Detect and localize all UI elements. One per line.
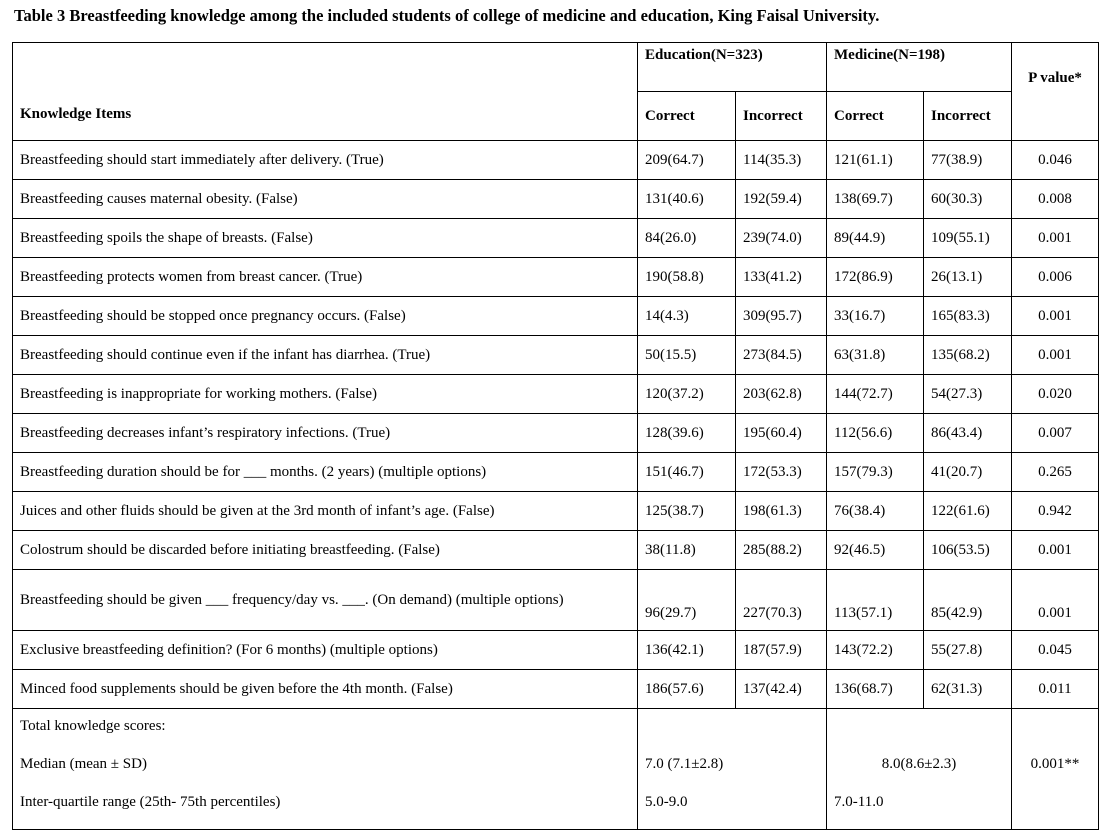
table-row <box>13 258 1099 297</box>
edu-incorrect-cell: 309(95.7) <box>736 297 827 336</box>
edu-correct-cell: 136(42.1) <box>638 631 736 670</box>
edu-incorrect-cell: 114(35.3) <box>736 141 827 180</box>
edu-incorrect-cell: 195(60.4) <box>736 414 827 453</box>
med-incorrect-cell: 26(13.1) <box>924 258 1012 297</box>
p-value-cell: 0.001 <box>1012 219 1099 258</box>
med-median-value: 8.0(8.6±2.3) <box>881 756 957 772</box>
edu-incorrect-cell: 227(70.3) <box>736 570 827 631</box>
med-incorrect-cell: 86(43.4) <box>924 414 1012 453</box>
table-caption: Table 3 Breastfeeding knowledge among the included students of college of medicine and education, King Faisal University. <box>14 6 880 25</box>
med-incorrect-cell: 135(68.2) <box>924 336 1012 375</box>
totals-medicine-cell <box>827 709 1012 830</box>
p-value-cell: 0.020 <box>1012 375 1099 414</box>
row-item-label: Breastfeeding should continue even if the infant has diarrhea. (True) <box>13 336 638 375</box>
edu-incorrect-cell: 137(42.4) <box>736 670 827 709</box>
table-row <box>13 570 1099 631</box>
edu-incorrect-cell: 285(88.2) <box>736 531 827 570</box>
header-education: Education(N=323) <box>638 43 827 92</box>
header-edu-incorrect: Incorrect <box>736 92 827 141</box>
edu-correct-cell: 125(38.7) <box>638 492 736 531</box>
edu-correct-cell: 186(57.6) <box>638 670 736 709</box>
row-item-label: Juices and other fluids should be given at the 3rd month of infant’s age. (False) <box>13 492 638 531</box>
header-med-correct: Correct <box>827 92 924 141</box>
med-incorrect-cell: 41(20.7) <box>924 453 1012 492</box>
totals-p-value: 0.001** <box>1030 756 1080 772</box>
table-row <box>13 375 1099 414</box>
med-correct-cell: 157(79.3) <box>827 453 924 492</box>
p-value-cell: 0.045 <box>1012 631 1099 670</box>
med-correct-cell: 172(86.9) <box>827 258 924 297</box>
med-correct-cell: 89(44.9) <box>827 219 924 258</box>
edu-correct-cell: 209(64.7) <box>638 141 736 180</box>
row-item-label: Colostrum should be discarded before initiating breastfeeding. (False) <box>13 531 638 570</box>
med-incorrect-cell: 165(83.3) <box>924 297 1012 336</box>
med-incorrect-cell: 77(38.9) <box>924 141 1012 180</box>
p-value-cell: 0.008 <box>1012 180 1099 219</box>
table-row <box>13 336 1099 375</box>
knowledge-table <box>12 42 1099 830</box>
row-item-label: Exclusive breastfeeding definition? (For 6 months) (multiple options) <box>13 631 638 670</box>
totals-row <box>13 709 1099 830</box>
edu-incorrect-cell: 187(57.9) <box>736 631 827 670</box>
row-item-label: Breastfeeding causes maternal obesity. (False) <box>13 180 638 219</box>
edu-incorrect-cell: 133(41.2) <box>736 258 827 297</box>
edu-incorrect-cell: 198(61.3) <box>736 492 827 531</box>
row-item-label: Breastfeeding decreases infant’s respiratory infections. (True) <box>13 414 638 453</box>
p-value-cell: 0.942 <box>1012 492 1099 531</box>
p-value-cell: 0.001 <box>1012 531 1099 570</box>
row-item-label: Breastfeeding should start immediately after delivery. (True) <box>13 141 638 180</box>
header-row-groups <box>13 43 1099 92</box>
totals-p-cell <box>1012 709 1099 830</box>
edu-incorrect-cell: 172(53.3) <box>736 453 827 492</box>
table-row <box>13 670 1099 709</box>
med-correct-cell: 92(46.5) <box>827 531 924 570</box>
table-row <box>13 141 1099 180</box>
med-correct-cell: 76(38.4) <box>827 492 924 531</box>
table-row <box>13 492 1099 531</box>
med-incorrect-cell: 55(27.8) <box>924 631 1012 670</box>
table-row <box>13 180 1099 219</box>
med-correct-cell: 143(72.2) <box>827 631 924 670</box>
med-correct-cell: 63(31.8) <box>827 336 924 375</box>
edu-incorrect-cell: 273(84.5) <box>736 336 827 375</box>
totals-label-cell <box>13 709 638 830</box>
edu-iqr-value: 5.0-9.0 <box>645 794 688 810</box>
med-incorrect-cell: 62(31.3) <box>924 670 1012 709</box>
edu-correct-cell: 120(37.2) <box>638 375 736 414</box>
table-row <box>13 297 1099 336</box>
med-correct-cell: 112(56.6) <box>827 414 924 453</box>
edu-correct-cell: 84(26.0) <box>638 219 736 258</box>
row-item-label: Breastfeeding duration should be for ___ months. (2 years) (multiple options) <box>13 453 638 492</box>
p-value-cell: 0.007 <box>1012 414 1099 453</box>
row-item-label: Breastfeeding should be given ___ frequency/day vs. ___. (On demand) (multiple options) <box>13 570 638 631</box>
edu-incorrect-cell: 203(62.8) <box>736 375 827 414</box>
header-medicine: Medicine(N=198) <box>827 43 1012 92</box>
table-row <box>13 414 1099 453</box>
header-edu-correct: Correct <box>638 92 736 141</box>
edu-incorrect-cell: 239(74.0) <box>736 219 827 258</box>
med-correct-cell: 121(61.1) <box>827 141 924 180</box>
med-incorrect-cell: 122(61.6) <box>924 492 1012 531</box>
p-value-cell: 0.001 <box>1012 297 1099 336</box>
p-value-cell: 0.001 <box>1012 336 1099 375</box>
edu-correct-cell: 151(46.7) <box>638 453 736 492</box>
table-row <box>13 219 1099 258</box>
med-correct-cell: 136(68.7) <box>827 670 924 709</box>
header-knowledge-items: Knowledge Items <box>13 43 638 141</box>
edu-median-value: 7.0 (7.1±2.8) <box>645 756 724 772</box>
table-row <box>13 531 1099 570</box>
table-row <box>13 453 1099 492</box>
med-correct-cell: 144(72.7) <box>827 375 924 414</box>
totals-median-label: Median (mean ± SD) <box>20 756 147 772</box>
edu-correct-cell: 131(40.6) <box>638 180 736 219</box>
med-correct-cell: 113(57.1) <box>827 570 924 631</box>
edu-correct-cell: 50(15.5) <box>638 336 736 375</box>
med-incorrect-cell: 106(53.5) <box>924 531 1012 570</box>
totals-education-cell <box>638 709 827 830</box>
edu-correct-cell: 128(39.6) <box>638 414 736 453</box>
edu-correct-cell: 96(29.7) <box>638 570 736 631</box>
edu-correct-cell: 190(58.8) <box>638 258 736 297</box>
med-iqr-value: 7.0-11.0 <box>834 794 884 810</box>
p-value-cell: 0.006 <box>1012 258 1099 297</box>
med-correct-cell: 33(16.7) <box>827 297 924 336</box>
edu-correct-cell: 14(4.3) <box>638 297 736 336</box>
row-item-label: Breastfeeding is inappropriate for working mothers. (False) <box>13 375 638 414</box>
totals-scores-label: Total knowledge scores: <box>20 718 166 734</box>
p-value-cell: 0.001 <box>1012 570 1099 631</box>
p-value-cell: 0.046 <box>1012 141 1099 180</box>
edu-correct-cell: 38(11.8) <box>638 531 736 570</box>
totals-iqr-label: Inter-quartile range (25th- 75th percentiles) <box>20 794 281 810</box>
med-incorrect-cell: 54(27.3) <box>924 375 1012 414</box>
row-item-label: Minced food supplements should be given before the 4th month. (False) <box>13 670 638 709</box>
med-incorrect-cell: 109(55.1) <box>924 219 1012 258</box>
edu-incorrect-cell: 192(59.4) <box>736 180 827 219</box>
row-item-label: Breastfeeding spoils the shape of breasts. (False) <box>13 219 638 258</box>
p-value-cell: 0.011 <box>1012 670 1099 709</box>
p-value-cell: 0.265 <box>1012 453 1099 492</box>
header-p-value: P value* <box>1012 43 1099 141</box>
med-incorrect-cell: 85(42.9) <box>924 570 1012 631</box>
row-item-label: Breastfeeding protects women from breast cancer. (True) <box>13 258 638 297</box>
header-med-incorrect: Incorrect <box>924 92 1012 141</box>
med-incorrect-cell: 60(30.3) <box>924 180 1012 219</box>
table-row <box>13 631 1099 670</box>
row-item-label: Breastfeeding should be stopped once pregnancy occurs. (False) <box>13 297 638 336</box>
med-correct-cell: 138(69.7) <box>827 180 924 219</box>
